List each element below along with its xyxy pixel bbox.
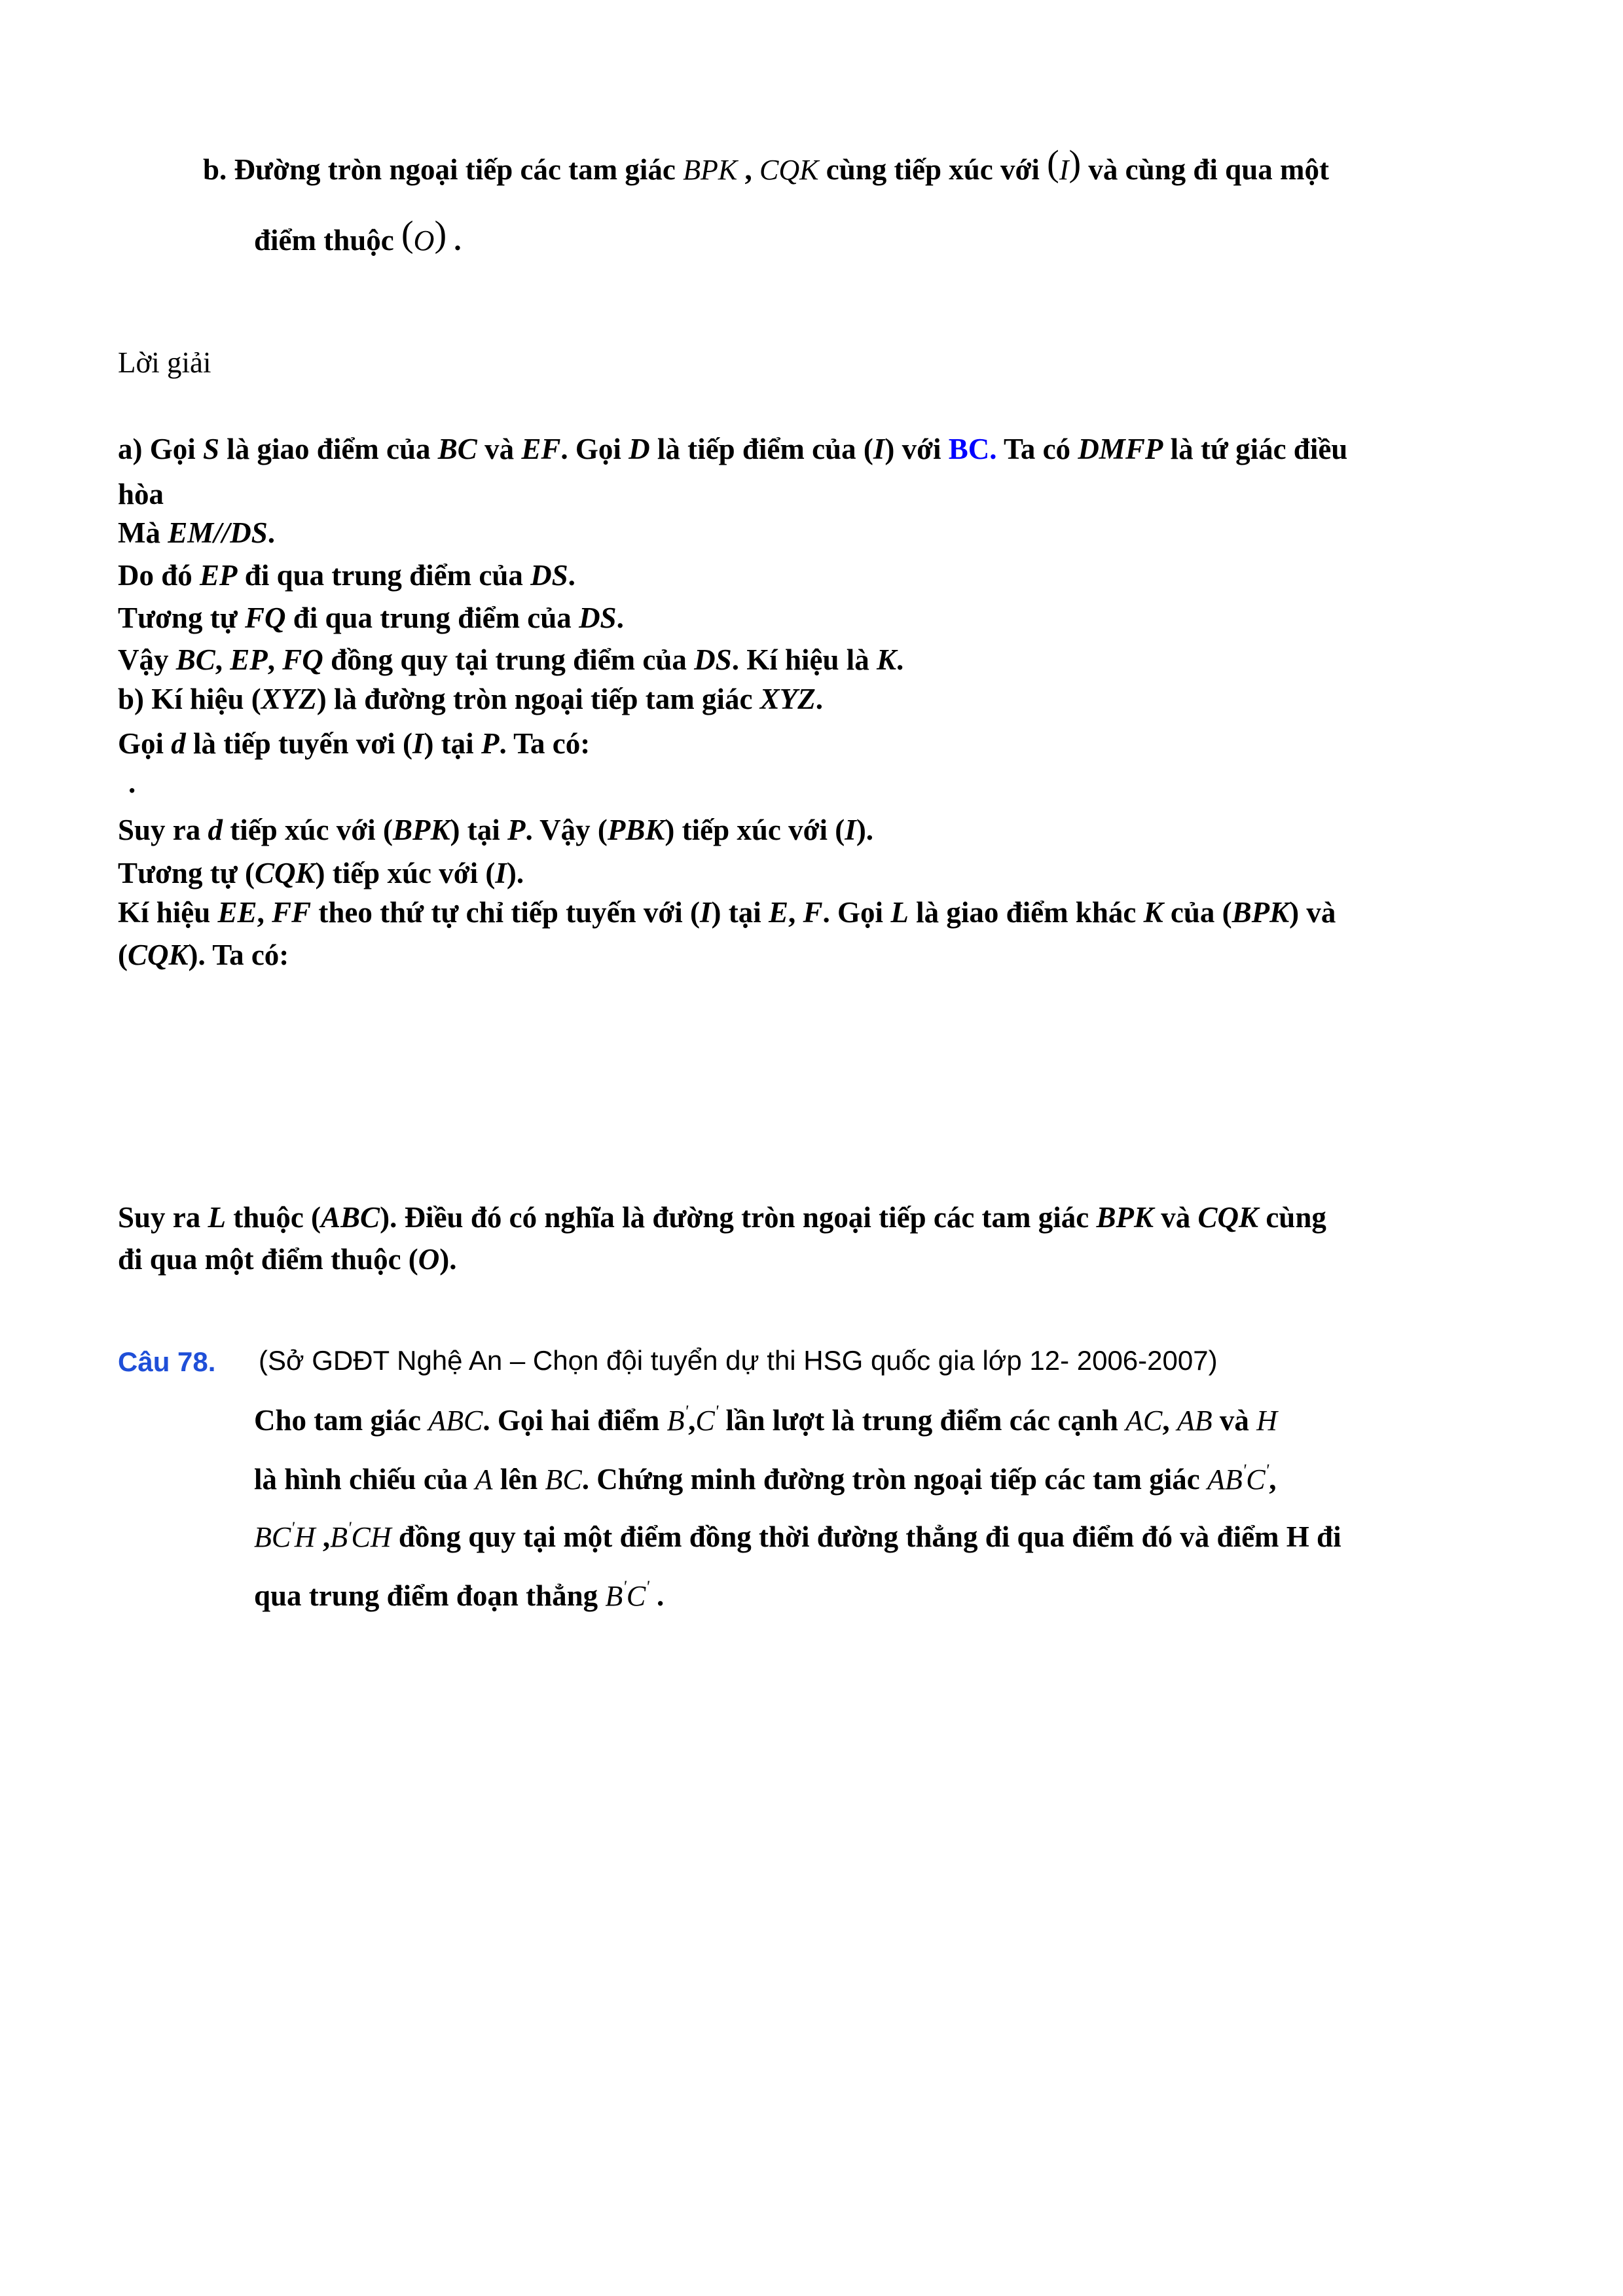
- sol-a-line-1: a) Gọi S là giao điểm của BC và EF. Gọi D là tiếp điểm của (I) với BC. Ta có DMFP là tứ giác điều: [118, 433, 1348, 465]
- cau78-line-3: BC'H ,B'CH đồng quy tại một điểm đồng thời đường thẳng đi qua điểm đó và điểm H đi: [254, 1518, 1341, 1553]
- sol-b-line-1: b) Kí hiệu (XYZ) là đường tròn ngoại tiếp tam giác XYZ.: [118, 683, 823, 715]
- cau78-line-1: Cho tam giác ABC. Gọi hai điểm B',C' lần lượt là trung điểm các cạnh AC, AB và H: [254, 1402, 1277, 1437]
- cau78-header: [118, 1345, 1218, 1377]
- sol-b-line-5: Kí hiệu EE, FF theo thứ tự chỉ tiếp tuyến với (I) tại E, F. Gọi L là giao điểm khác K của (BPK) và: [118, 896, 1336, 929]
- sol-a-line-6: Vậy BC, EP, FQ đồng quy tại trung điểm của DS. Kí hiệu là K.: [118, 643, 904, 676]
- sol-b-line-6: (CQK). Ta có:: [118, 939, 289, 971]
- sol-a-line-4: Do đó EP đi qua trung điểm của DS.: [118, 559, 575, 592]
- sol-b-line-4: Tương tự (CQK) tiếp xúc với (I).: [118, 857, 524, 889]
- part-b-line-1: b. Đường tròn ngoại tiếp các tam giác BPK , CQK cùng tiếp xúc với (I) và cùng đi qua một: [203, 143, 1329, 186]
- cau78-line-2: là hình chiếu của A lên BC. Chứng minh đường tròn ngoại tiếp các tam giác AB'C',: [254, 1461, 1277, 1496]
- question-source: (Sở GDĐT Nghệ An – Chọn đội tuyển dự thi HSG quốc gia lớp 12- 2006-2007): [259, 1345, 1218, 1376]
- sol-a-line-5: Tương tự FQ đi qua trung điểm của DS.: [118, 601, 624, 634]
- sol-b-line-2: Gọi d là tiếp tuyến vơi (I) tại P. Ta có:: [118, 727, 591, 760]
- sol-a-line-2: hòa: [118, 478, 164, 511]
- question-label: Câu 78.: [118, 1346, 216, 1377]
- part-b-line-2: điểm thuộc (O) .: [254, 214, 462, 257]
- sol-b-dot: .: [128, 766, 136, 799]
- cau78-line-4: qua trung điểm đoạn thẳng B'C' .: [254, 1577, 665, 1612]
- sol-c-line-1: Suy ra L thuộc (ABC). Điều đó có nghĩa là đường tròn ngoại tiếp các tam giác BPK và CQK cùng: [118, 1201, 1326, 1234]
- solution-heading: Lời giải: [118, 346, 211, 379]
- sol-c-line-2: đi qua một điểm thuộc (O).: [118, 1243, 457, 1276]
- sol-b-line-3: Suy ra d tiếp xúc với (BPK) tại P. Vậy (PBK) tiếp xúc với (I).: [118, 814, 874, 846]
- sol-a-line-3: Mà EM//DS.: [118, 516, 276, 549]
